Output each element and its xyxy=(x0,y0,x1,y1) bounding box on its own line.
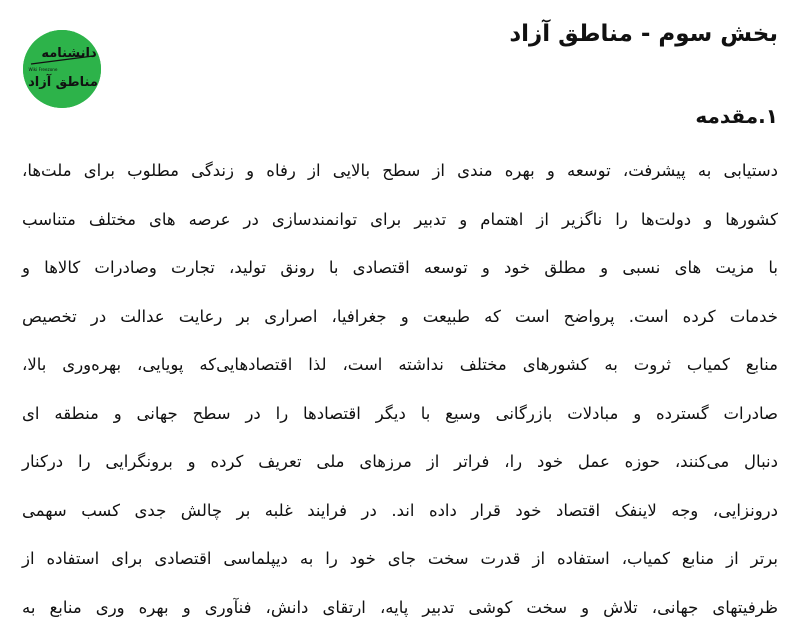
paragraph-line: برتر از منابع کمیاب، استفاده از قدرت سخت جای خود را به دیپلماسی اقتصادی برای استفاده از xyxy=(22,549,778,568)
logo-text-small: Wiki Freezone xyxy=(28,67,58,72)
logo-emblem xyxy=(23,30,101,108)
paragraph-line: با مزیت های نسبی و مطلق خود و توسعه اقتصادی با رونق تولید، تجارت وصادرات کالاها و xyxy=(22,258,778,277)
logo-text-bottom: مناطق آزاد xyxy=(28,75,98,90)
body-paragraph xyxy=(22,147,778,627)
paragraph-line: دنبال می‌کنند، حوزه عمل خود را، فراتر از مرزهای ملی تعریف کرده و برونگرایی را درکنار xyxy=(22,452,778,471)
paragraph-line: دستیابی به پیشرفت، توسعه و بهره مندی از سطح بالایی از رفاه و زندگی مطلوب برای ملت‌ها، xyxy=(22,161,778,180)
paragraph-line: خدمات کرده است. پرواضح است که طبیعت و جغرافیا، اصراری بر رعایت عدالت در تخصیص xyxy=(22,306,778,326)
section-title: بخش سوم - مناطق آزاد xyxy=(509,21,778,47)
wiki-freezone-logo xyxy=(23,30,101,108)
logo-text-top: دانشنامه xyxy=(41,46,97,61)
paragraph-line: منابع کمیاب ثروت به کشورهای مختلف نداشته است، لذا اقتصادهایی‌که پویایی، بهره‌وری بالا، xyxy=(22,355,778,374)
paragraph-line: ظرفیتهای جهانی، تلاش و سخت کوشی تدبیر پایه، ارتقای دانش، فنآوری و بهره وری منابع به xyxy=(22,597,778,617)
introduction-heading: ۱.مقدمه xyxy=(695,104,778,128)
paragraph-line: کشورها و دولت‌ها را ناگزیر از اهتمام و تدبیر برای توانمندسازی در عرصه های مختلف متناسب xyxy=(22,209,778,229)
paragraph-line: درونزایی، وجه لاینفک اقتصاد خود قرار داده اند. در فرایند غلبه بر چالش جدی کسب سهمی xyxy=(22,500,778,520)
paragraph-line: صادرات گسترده و مبادلات بازرگانی وسیع با دیگر اقتصادها را در سطح جهانی و منطقه ای xyxy=(22,403,778,423)
